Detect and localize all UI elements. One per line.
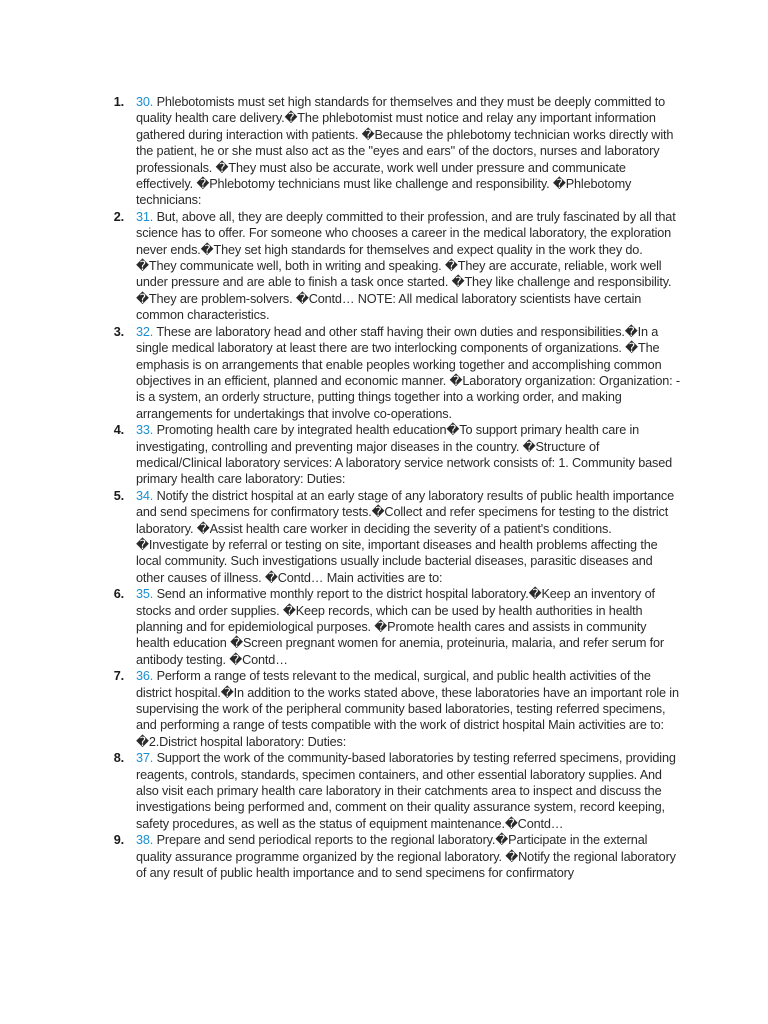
list-number: 6.	[113, 587, 124, 602]
slide-link[interactable]: 35.	[136, 587, 154, 602]
item-text: Prepare and send periodical reports to the regional laboratory.�Participate in the external quality assurance programme organized by the regional laboratory. �Notify the regional laboratory of any result of public health importance and to send specimens for confirmatory	[136, 833, 676, 881]
list-number: 8.	[113, 751, 124, 766]
list-number: 2.	[113, 209, 124, 224]
slide-link[interactable]: 38.	[136, 833, 154, 848]
slide-link[interactable]: 31.	[136, 209, 154, 224]
list-item	[0, 668, 768, 750]
slide-link[interactable]: 30.	[136, 95, 154, 109]
item-text: Notify the district hospital at an early stage of any laboratory results of public health importance and send specimens for confirmatory tests.�Collect and refer specimens for testing to the district laboratory. �Assist health care worker in deciding the severity of a patient's conditions. �Investigate by referral or testing on site, important diseases and health problems affecting the local community. Such investigations usually include bacterial diseases, parasitic diseases and other causes of illness. �Contd… Main activities are to:	[136, 488, 675, 585]
numbered-list	[0, 94, 768, 882]
list-item	[0, 832, 768, 881]
item-text: Support the work of the community-based laboratories by testing referred specimens, providing reagents, controls, standards, specimen containers, and other essential laboratory supplies. And also visit each primary health care laboratory in their catchments area to inspect and discuss the investigations being performed and, comment on their quality assurance system, record keeping, safety procedures, as well as the status of equipment maintenance.�Contd…	[136, 751, 676, 831]
list-number: 5.	[113, 488, 124, 503]
list-item	[0, 586, 768, 668]
list-item	[0, 422, 768, 488]
item-text: But, above all, they are deeply committed to their profession, and are truly fascinated by all that science has to offer. For someone who chooses a career in the medical laboratory, the exploration never ends.�They set high standards for themselves and expect quality in the work they do. �They communicate well, both in writing and speaking. �They are accurate, reliable, work well under pressure and are able to finish a task once started. �They like challenge and responsibility. �They are problem-solvers. �Contd… NOTE: All medical laboratory scientists have certain common characteristics.	[136, 209, 676, 323]
list-item	[0, 488, 768, 586]
list-number: 3.	[113, 324, 124, 339]
item-text: Phlebotomists must set high standards for themselves and they must be deeply committed to quality health care delivery.�The phlebotomist must notice and relay any important information gathered during interaction with patients. �Because the phlebotomy technician works directly with the patient, he or she must also act as the "eyes and ears" of the doctors, nurses and laboratory professionals. �They must also be accurate, work well under pressure and communicate effectively. �Phlebotomy technicians must like challenge and responsibility. �Phlebotomy technicians:	[136, 95, 674, 208]
item-text: Send an informative monthly report to the district hospital laboratory.�Keep an inventory of stocks and order supplies. �Keep records, which can be used by health authorities in health planning and for epidemiological purposes. �Promote health cares and assists in community health education �Screen pregnant women for anemia, proteinuria, malaria, and refer serum for antibody testing. �Contd…	[136, 587, 664, 667]
slide-link[interactable]: 37.	[136, 751, 154, 766]
list-number: 9.	[113, 833, 124, 848]
slide-link[interactable]: 34.	[136, 488, 154, 503]
document-page	[0, 94, 768, 882]
list-item	[0, 209, 768, 324]
list-number: 1.	[113, 95, 124, 109]
slide-link[interactable]: 33.	[136, 423, 154, 438]
item-text: Perform a range of tests relevant to the medical, surgical, and public health activities of the district hospital.�In addition to the works stated above, these laboratories have an important role in supervising the work of the peripheral community based laboratories, testing referred specimens, and performing a range of tests compatible with the work of district hospital Main activities are to: �2.District hospital laboratory: Duties:	[136, 669, 679, 749]
item-text: These are laboratory head and other staff having their own duties and responsibilities.�In a single medical laboratory at least there are two interlocking components of organizations. �The emphasis is on arrangements that enable peoples working together and accomplishing common objectives in an efficient, planned and economic manner. �Laboratory organization: Organization: - is a system, an orderly structure, putting things together into a working order, and making arrangements for undertakings that involve co-operations.	[136, 324, 680, 421]
list-number: 4.	[113, 423, 124, 438]
list-item	[0, 324, 768, 422]
slide-link[interactable]: 32.	[136, 324, 154, 339]
list-item	[0, 750, 768, 832]
item-text: Promoting health care by integrated health education�To support primary health care in investigating, controlling and preventing major diseases in the country. �Structure of medical/Clinical laboratory services: A laboratory service network consists of: 1. Community based primary health care laboratory: Duties:	[136, 423, 673, 487]
slide-link[interactable]: 36.	[136, 669, 154, 684]
list-number: 7.	[113, 669, 124, 684]
list-item	[0, 94, 768, 209]
